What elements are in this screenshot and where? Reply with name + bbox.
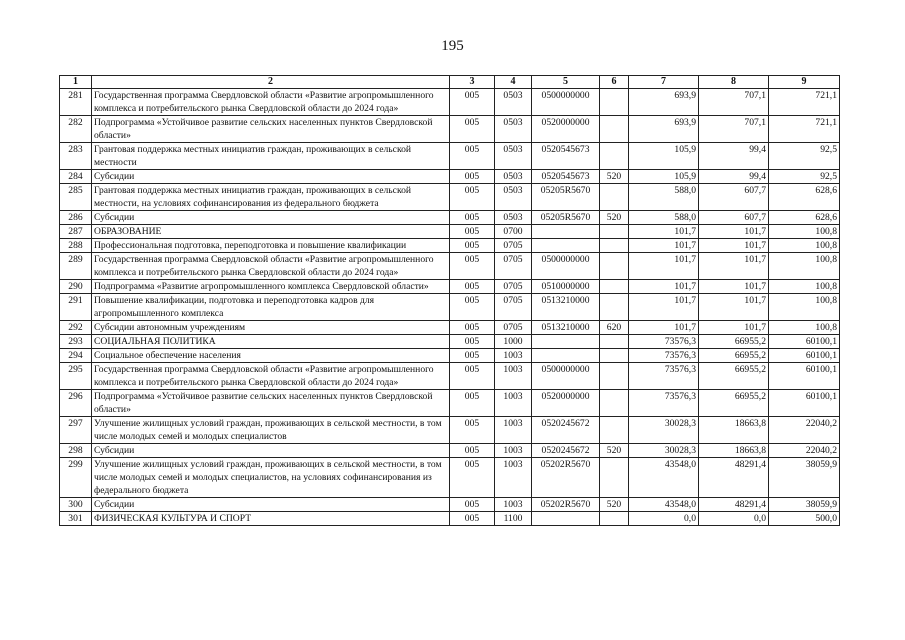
section-code-cell: 1003 xyxy=(495,444,532,458)
amount-year3-cell: 100,8 xyxy=(769,321,840,335)
section-code-cell: 0503 xyxy=(495,89,532,116)
section-code-cell: 1003 xyxy=(495,349,532,363)
admin-code-cell: 005 xyxy=(450,116,495,143)
section-code-cell: 1000 xyxy=(495,335,532,349)
amount-year1-cell: 588,0 xyxy=(629,211,699,225)
target-article-cell: 0500000000 xyxy=(532,253,600,280)
expense-type-cell xyxy=(600,458,629,498)
section-code-cell: 0503 xyxy=(495,143,532,170)
table-row xyxy=(60,184,840,211)
row-name-cell: Государственная программа Свердловской области «Развитие агропромышленного комплекса и потребительского рынка Свердловской области до 2024 года» xyxy=(92,363,450,390)
amount-year3-cell: 60100,1 xyxy=(769,390,840,417)
target-article-cell xyxy=(532,225,600,239)
table-row xyxy=(60,294,840,321)
expense-type-cell: 520 xyxy=(600,498,629,512)
table-row xyxy=(60,417,840,444)
amount-year1-cell: 105,9 xyxy=(629,170,699,184)
row-number-cell: 281 xyxy=(60,89,92,116)
header-row xyxy=(60,76,840,89)
row-number-cell: 290 xyxy=(60,280,92,294)
expense-type-cell xyxy=(600,335,629,349)
amount-year3-cell: 60100,1 xyxy=(769,363,840,390)
row-name-cell: ОБРАЗОВАНИЕ xyxy=(92,225,450,239)
amount-year1-cell: 101,7 xyxy=(629,253,699,280)
amount-year3-cell: 92,5 xyxy=(769,143,840,170)
amount-year2-cell: 101,7 xyxy=(699,280,769,294)
amount-year3-cell: 60100,1 xyxy=(769,335,840,349)
expense-type-cell: 520 xyxy=(600,444,629,458)
admin-code-cell: 005 xyxy=(450,390,495,417)
expense-type-cell xyxy=(600,512,629,526)
row-number-cell: 282 xyxy=(60,116,92,143)
admin-code-cell: 005 xyxy=(450,225,495,239)
section-code-cell: 1003 xyxy=(495,458,532,498)
amount-year1-cell: 0,0 xyxy=(629,512,699,526)
amount-year3-cell: 721,1 xyxy=(769,116,840,143)
expense-type-cell: 520 xyxy=(600,211,629,225)
amount-year1-cell: 30028,3 xyxy=(629,444,699,458)
amount-year2-cell: 707,1 xyxy=(699,116,769,143)
amount-year2-cell: 99,4 xyxy=(699,143,769,170)
header-cell: 7 xyxy=(629,76,699,89)
header-cell: 8 xyxy=(699,76,769,89)
amount-year2-cell: 101,7 xyxy=(699,253,769,280)
row-name-cell: Повышение квалификации, подготовка и переподготовка кадров для агропромышленного комплекса xyxy=(92,294,450,321)
table-row xyxy=(60,335,840,349)
expense-type-cell xyxy=(600,294,629,321)
section-code-cell: 0705 xyxy=(495,294,532,321)
row-number-cell: 288 xyxy=(60,239,92,253)
target-article-cell: 0520545673 xyxy=(532,170,600,184)
amount-year3-cell: 100,8 xyxy=(769,253,840,280)
admin-code-cell: 005 xyxy=(450,417,495,444)
section-code-cell: 0503 xyxy=(495,170,532,184)
amount-year1-cell: 105,9 xyxy=(629,143,699,170)
table-row xyxy=(60,253,840,280)
target-article-cell: 0513210000 xyxy=(532,294,600,321)
row-number-cell: 295 xyxy=(60,363,92,390)
admin-code-cell: 005 xyxy=(450,321,495,335)
amount-year1-cell: 101,7 xyxy=(629,294,699,321)
table-row xyxy=(60,363,840,390)
expense-type-cell: 520 xyxy=(600,170,629,184)
row-name-cell: Подпрограмма «Устойчивое развитие сельских населенных пунктов Свердловской области» xyxy=(92,390,450,417)
amount-year2-cell: 0,0 xyxy=(699,512,769,526)
amount-year2-cell: 48291,4 xyxy=(699,498,769,512)
row-name-cell: Улучшение жилищных условий граждан, проживающих в сельской местности, в том числе молодых семей и молодых специалистов xyxy=(92,417,450,444)
section-code-cell: 0705 xyxy=(495,280,532,294)
budget-table xyxy=(59,75,840,526)
row-number-cell: 286 xyxy=(60,211,92,225)
target-article-cell: 05202R5670 xyxy=(532,458,600,498)
row-name-cell: Подпрограмма «Развитие агропромышленного комплекса Свердловской области» xyxy=(92,280,450,294)
target-article-cell: 0520000000 xyxy=(532,116,600,143)
amount-year3-cell: 100,8 xyxy=(769,225,840,239)
target-article-cell: 0500000000 xyxy=(532,363,600,390)
amount-year1-cell: 30028,3 xyxy=(629,417,699,444)
section-code-cell: 1100 xyxy=(495,512,532,526)
row-name-cell: Социальное обеспечение населения xyxy=(92,349,450,363)
row-number-cell: 285 xyxy=(60,184,92,211)
admin-code-cell: 005 xyxy=(450,89,495,116)
section-code-cell: 0503 xyxy=(495,184,532,211)
admin-code-cell: 005 xyxy=(450,239,495,253)
amount-year2-cell: 66955,2 xyxy=(699,349,769,363)
amount-year3-cell: 721,1 xyxy=(769,89,840,116)
header-cell: 4 xyxy=(495,76,532,89)
target-article-cell: 0500000000 xyxy=(532,89,600,116)
amount-year3-cell: 60100,1 xyxy=(769,349,840,363)
expense-type-cell xyxy=(600,239,629,253)
amount-year2-cell: 607,7 xyxy=(699,184,769,211)
target-article-cell: 0513210000 xyxy=(532,321,600,335)
table-row xyxy=(60,116,840,143)
table-row xyxy=(60,239,840,253)
amount-year2-cell: 99,4 xyxy=(699,170,769,184)
row-number-cell: 289 xyxy=(60,253,92,280)
row-name-cell: Подпрограмма «Устойчивое развитие сельских населенных пунктов Свердловской области» xyxy=(92,116,450,143)
expense-type-cell xyxy=(600,184,629,211)
target-article-cell xyxy=(532,335,600,349)
section-code-cell: 0705 xyxy=(495,253,532,280)
table-row xyxy=(60,280,840,294)
expense-type-cell xyxy=(600,89,629,116)
table-row xyxy=(60,225,840,239)
expense-type-cell xyxy=(600,390,629,417)
row-name-cell: Субсидии xyxy=(92,170,450,184)
section-code-cell: 1003 xyxy=(495,390,532,417)
target-article-cell xyxy=(532,349,600,363)
expense-type-cell xyxy=(600,417,629,444)
row-name-cell: Улучшение жилищных условий граждан, проживающих в сельской местности, в том числе молодых семей и молодых специалистов, на условиях софинансирования из федерального бюджета xyxy=(92,458,450,498)
row-name-cell: Профессиональная подготовка, переподготовка и повышение квалификации xyxy=(92,239,450,253)
row-name-cell: Субсидии xyxy=(92,498,450,512)
amount-year1-cell: 588,0 xyxy=(629,184,699,211)
target-article-cell xyxy=(532,512,600,526)
admin-code-cell: 005 xyxy=(450,143,495,170)
table-body xyxy=(60,89,840,526)
amount-year2-cell: 101,7 xyxy=(699,225,769,239)
row-number-cell: 293 xyxy=(60,335,92,349)
row-number-cell: 301 xyxy=(60,512,92,526)
section-code-cell: 0503 xyxy=(495,211,532,225)
table-row xyxy=(60,89,840,116)
header-cell: 2 xyxy=(92,76,450,89)
section-code-cell: 0705 xyxy=(495,321,532,335)
target-article-cell: 05202R5670 xyxy=(532,498,600,512)
amount-year2-cell: 101,7 xyxy=(699,321,769,335)
table-row xyxy=(60,512,840,526)
table-row xyxy=(60,143,840,170)
table-row xyxy=(60,390,840,417)
amount-year1-cell: 73576,3 xyxy=(629,363,699,390)
amount-year2-cell: 18663,8 xyxy=(699,444,769,458)
header-cell: 3 xyxy=(450,76,495,89)
amount-year2-cell: 18663,8 xyxy=(699,417,769,444)
admin-code-cell: 005 xyxy=(450,335,495,349)
table-row xyxy=(60,321,840,335)
table-row xyxy=(60,498,840,512)
section-code-cell: 1003 xyxy=(495,417,532,444)
section-code-cell: 1003 xyxy=(495,363,532,390)
amount-year3-cell: 38059,9 xyxy=(769,458,840,498)
target-article-cell: 0520245672 xyxy=(532,417,600,444)
amount-year2-cell: 101,7 xyxy=(699,294,769,321)
admin-code-cell: 005 xyxy=(450,458,495,498)
amount-year3-cell: 100,8 xyxy=(769,280,840,294)
admin-code-cell: 005 xyxy=(450,211,495,225)
admin-code-cell: 005 xyxy=(450,294,495,321)
amount-year1-cell: 101,7 xyxy=(629,280,699,294)
admin-code-cell: 005 xyxy=(450,184,495,211)
row-number-cell: 287 xyxy=(60,225,92,239)
target-article-cell: 0520245672 xyxy=(532,444,600,458)
expense-type-cell: 620 xyxy=(600,321,629,335)
amount-year3-cell: 100,8 xyxy=(769,239,840,253)
row-name-cell: Государственная программа Свердловской области «Развитие агропромышленного комплекса и потребительского рынка Свердловской области до 2024 года» xyxy=(92,253,450,280)
section-code-cell: 0705 xyxy=(495,239,532,253)
table-row xyxy=(60,170,840,184)
section-code-cell: 0503 xyxy=(495,116,532,143)
expense-type-cell xyxy=(600,116,629,143)
row-number-cell: 283 xyxy=(60,143,92,170)
header-cell: 9 xyxy=(769,76,840,89)
admin-code-cell: 005 xyxy=(450,363,495,390)
row-number-cell: 294 xyxy=(60,349,92,363)
amount-year2-cell: 48291,4 xyxy=(699,458,769,498)
amount-year3-cell: 500,0 xyxy=(769,512,840,526)
amount-year1-cell: 73576,3 xyxy=(629,390,699,417)
amount-year3-cell: 38059,9 xyxy=(769,498,840,512)
amount-year1-cell: 101,7 xyxy=(629,239,699,253)
amount-year1-cell: 101,7 xyxy=(629,321,699,335)
admin-code-cell: 005 xyxy=(450,349,495,363)
amount-year3-cell: 22040,2 xyxy=(769,444,840,458)
target-article-cell: 0510000000 xyxy=(532,280,600,294)
expense-type-cell xyxy=(600,143,629,170)
amount-year2-cell: 66955,2 xyxy=(699,363,769,390)
row-name-cell: СОЦИАЛЬНАЯ ПОЛИТИКА xyxy=(92,335,450,349)
table-row xyxy=(60,349,840,363)
row-number-cell: 297 xyxy=(60,417,92,444)
amount-year2-cell: 66955,2 xyxy=(699,335,769,349)
expense-type-cell xyxy=(600,253,629,280)
table-row xyxy=(60,444,840,458)
target-article-cell: 0520000000 xyxy=(532,390,600,417)
amount-year1-cell: 73576,3 xyxy=(629,335,699,349)
row-name-cell: Государственная программа Свердловской области «Развитие агропромышленного комплекса и потребительского рынка Свердловской области до 2024 года» xyxy=(92,89,450,116)
amount-year3-cell: 100,8 xyxy=(769,294,840,321)
header-cell: 5 xyxy=(532,76,600,89)
row-number-cell: 299 xyxy=(60,458,92,498)
amount-year2-cell: 607,7 xyxy=(699,211,769,225)
table-row xyxy=(60,458,840,498)
target-article-cell: 05205R5670 xyxy=(532,184,600,211)
row-name-cell: ФИЗИЧЕСКАЯ КУЛЬТУРА И СПОРТ xyxy=(92,512,450,526)
expense-type-cell xyxy=(600,280,629,294)
row-name-cell: Субсидии xyxy=(92,211,450,225)
amount-year1-cell: 693,9 xyxy=(629,89,699,116)
admin-code-cell: 005 xyxy=(450,280,495,294)
row-number-cell: 296 xyxy=(60,390,92,417)
amount-year1-cell: 693,9 xyxy=(629,116,699,143)
section-code-cell: 0700 xyxy=(495,225,532,239)
amount-year2-cell: 707,1 xyxy=(699,89,769,116)
amount-year3-cell: 628,6 xyxy=(769,211,840,225)
expense-type-cell xyxy=(600,225,629,239)
header-cell: 6 xyxy=(600,76,629,89)
amount-year2-cell: 101,7 xyxy=(699,239,769,253)
row-number-cell: 298 xyxy=(60,444,92,458)
amount-year1-cell: 43548,0 xyxy=(629,498,699,512)
amount-year3-cell: 22040,2 xyxy=(769,417,840,444)
page-number: 195 xyxy=(441,38,464,54)
amount-year3-cell: 628,6 xyxy=(769,184,840,211)
row-name-cell: Субсидии xyxy=(92,444,450,458)
row-number-cell: 284 xyxy=(60,170,92,184)
row-number-cell: 291 xyxy=(60,294,92,321)
row-number-cell: 300 xyxy=(60,498,92,512)
section-code-cell: 1003 xyxy=(495,498,532,512)
target-article-cell: 0520545673 xyxy=(532,143,600,170)
admin-code-cell: 005 xyxy=(450,170,495,184)
header-cell: 1 xyxy=(60,76,92,89)
target-article-cell: 05205R5670 xyxy=(532,211,600,225)
table-row xyxy=(60,211,840,225)
amount-year1-cell: 101,7 xyxy=(629,225,699,239)
amount-year1-cell: 73576,3 xyxy=(629,349,699,363)
row-name-cell: Грантовая поддержка местных инициатив граждан, проживающих в сельской местности, на условиях софинансирования из федерального бюджета xyxy=(92,184,450,211)
row-name-cell: Грантовая поддержка местных инициатив граждан, проживающих в сельской местности xyxy=(92,143,450,170)
target-article-cell xyxy=(532,239,600,253)
admin-code-cell: 005 xyxy=(450,498,495,512)
admin-code-cell: 005 xyxy=(450,512,495,526)
expense-type-cell xyxy=(600,349,629,363)
amount-year1-cell: 43548,0 xyxy=(629,458,699,498)
row-name-cell: Субсидии автономным учреждениям xyxy=(92,321,450,335)
amount-year2-cell: 66955,2 xyxy=(699,390,769,417)
expense-type-cell xyxy=(600,363,629,390)
row-number-cell: 292 xyxy=(60,321,92,335)
admin-code-cell: 005 xyxy=(450,444,495,458)
admin-code-cell: 005 xyxy=(450,253,495,280)
amount-year3-cell: 92,5 xyxy=(769,170,840,184)
